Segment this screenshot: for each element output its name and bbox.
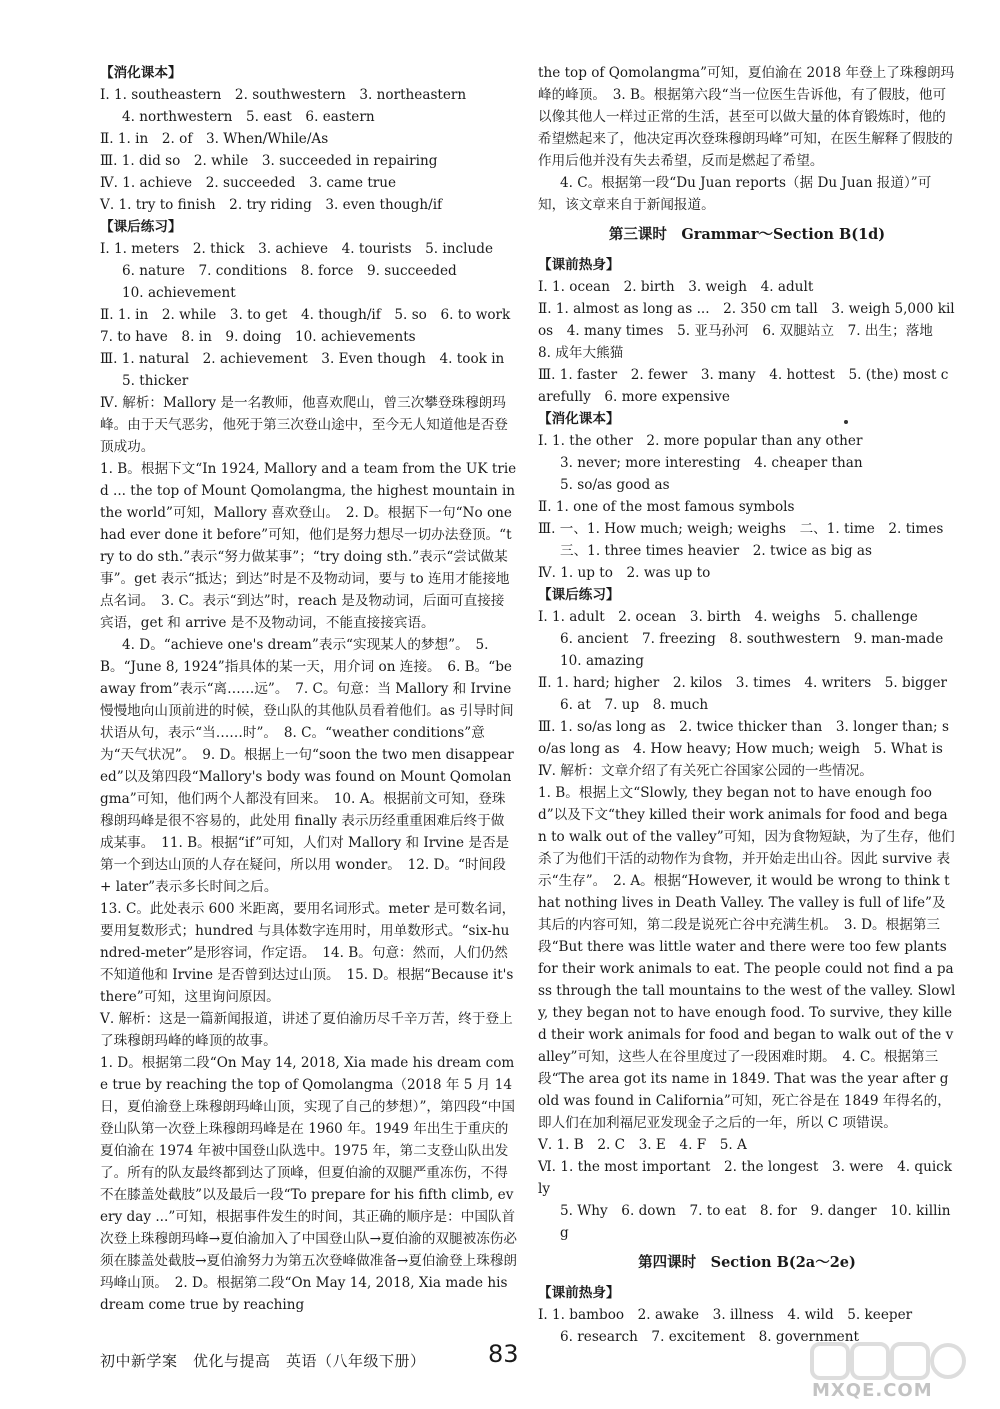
explanation-paragraph: Ⅴ. 解析：这是一篇新闻报道，讲述了夏伯渝历尽千辛万苦，终于登上了珠穆朗玛峰的峰顶的故事。: [100, 1011, 513, 1049]
answer-line: Ⅲ. 1. so/as long as 2. twice thicker than 3. longer than; so/as long as 4. How heavy; How much; weigh 5. What is: [538, 719, 949, 757]
book-footer: 初中新学案 优化与提高 英语（八年级下册）: [100, 1352, 426, 1370]
answer-line: Ⅲ. 1. natural 2. achievement 3. Even though 4. took in: [100, 351, 505, 367]
section-header: 【消化课本】: [100, 65, 182, 81]
right-column: [538, 62, 956, 1348]
answer-line: Ⅰ. 1. ocean 2. birth 3. weigh 4. adult: [538, 279, 814, 295]
answer-line: Ⅲ. 一、1. How much; weigh; weighs 二、1. time 2. times: [538, 521, 944, 537]
answer-line: Ⅲ. 1. faster 2. fewer 3. many 4. hottest 5. (the) most carefully 6. more expensive: [538, 367, 949, 405]
answer-line: Ⅰ. 1. southeastern 2. southwestern 3. northeastern: [100, 87, 467, 103]
answer-line: Ⅰ. 1. the other 2. more popular than any other: [538, 433, 863, 449]
page-number: 83: [488, 1340, 519, 1368]
answer-line: 10. achievement: [122, 285, 236, 301]
lesson-heading: 第四课时 Section B(2a～2e): [638, 1254, 856, 1271]
section-header: 【课前热身】: [538, 1285, 620, 1301]
answer-line: 4. northwestern 5. east 6. eastern: [122, 109, 375, 125]
answer-line: Ⅱ. 1. in 2. of 3. When/While/As: [100, 131, 329, 147]
explanation-paragraph: the top of Qomolangma”可知，夏伯渝在 2018 年登上了珠穆朗玛峰的峰顶。 3. B。根据第六段“当一位医生告诉他，有了假肢，他可以像其他人一样过正常的生活，甚至可以做大量的体育锻炼时，他的希望燃起来了，他决定再次登珠穆朗玛峰”可知，在医生解释了假肢的作用后他并没有失去希望，反而是燃起了希望。: [538, 65, 955, 169]
answer-line: 三、1. three times heavier 2. twice as big as: [560, 543, 872, 559]
explanation-paragraph: 13. C。此处表示 600 米距离，要用名词形式。meter 是可数名词，要用复数形式；hundred 与具体数字连用时，用单数形式。“six-hundred-meter”是形容词，作定语。 14. B。句意：然而，人们仍然不知道他和 Irvine 是否曾到达过山顶。 15. D。根据“Because it's there”可知，这里询问原因。: [100, 901, 516, 1005]
answer-line: Ⅱ. 1. hard; higher 2. kilos 3. times 4. writers 5. bigger: [538, 675, 948, 691]
answer-line: 5. thicker: [122, 373, 189, 389]
section-header: 【课前热身】: [538, 257, 620, 273]
answer-line: 5. Why 6. down 7. to eat 8. for 9. danger 10. killing: [560, 1203, 951, 1241]
answer-line: Ⅳ. 1. achieve 2. succeeded 3. came true: [100, 175, 397, 191]
explanation-paragraph: 4. C。根据第一段“Du Juan reports（据 Du Juan 报道）”可知，该文章来自于新闻报道。: [538, 175, 932, 213]
explanation-paragraph: Ⅳ. 解析：Mallory 是一名教师，他喜欢爬山，曾三次攀登珠穆朗玛峰。由于天气恶劣，他死于第三次登山途中，至今无人知道他是否登顶成功。: [100, 395, 508, 455]
answer-line: Ⅰ. 1. adult 2. ocean 3. birth 4. weighs 5. challenge: [538, 609, 918, 625]
section-header: 【课后练习】: [538, 587, 620, 603]
answer-line: Ⅴ. 1. B 2. C 3. E 4. F 5. A: [538, 1137, 747, 1153]
answer-line: 6. nature 7. conditions 8. force 9. succeeded: [122, 263, 457, 279]
answer-line: 6. at 7. up 8. much: [560, 697, 709, 713]
explanation-paragraph: Ⅳ. 解析：文章介绍了有关死亡谷国家公园的一些情况。: [538, 763, 873, 779]
explanation-paragraph: 1. B。根据上文“Slowly, they began not to have enough food”以及下文“they killed their work animals for food and began to walk out of the valley”可知，因为食物短缺，为了生存，他们杀了为他们干活的动物作为食物，并开始走出山谷。因此 survive 表示“生存”。 2. A。根据“However, it would be wrong to think that nothing lives in Death Valley. The valley is full of life”及其后的内容可知，第二段是说死亡谷中充满生机。 3. D。根据第三段“But there was little water and there were too few plants for their work animals to eat. The people could not find a pass through the tall mountains to the west of the valley. Slowly, they began not to have enough food. To survive, they killed their work animals for food and began to walk out of the valley”可知，这些人在谷里度过了一段困难时期。 4. C。根据第三段“The area got its name in 1849. That was the year after gold was found in California”可知，死亡谷是在 1849 年得名的，即人们在加利福尼亚发现金子之后的一年，所以 C 项错误。: [538, 785, 956, 1131]
left-column: [100, 62, 524, 1316]
answer-line: Ⅰ. 1. bamboo 2. awake 3. illness 4. wild 5. keeper: [538, 1307, 913, 1323]
section-header: 【课后练习】: [100, 219, 182, 235]
print-speck: [844, 420, 848, 424]
answer-line: 10. amazing: [560, 653, 645, 669]
answer-line: Ⅳ. 1. up to 2. was up to: [538, 565, 711, 581]
watermark-text: MXQE.COM: [812, 1380, 933, 1401]
answer-line: Ⅲ. 1. did so 2. while 3. succeeded in repairing: [100, 153, 438, 169]
answer-line: 6. ancient 7. freezing 8. southwestern 9. man-made: [560, 631, 944, 647]
answer-line: Ⅱ. 1. one of the most famous symbols: [538, 499, 795, 515]
answer-line: Ⅵ. 1. the most important 2. the longest 3. were 4. quickly: [538, 1159, 953, 1197]
explanation-paragraph: 1. D。根据第二段“On May 14, 2018, Xia made his dream come true by reaching the top of Qomolangma（2018 年 5 月 14 日，夏伯渝登上珠穆朗玛峰山顶，实现了自己的梦想）”，第四段“中国登山队第一次登上珠穆朗玛峰是在 1960 年。1949 年出生于重庆的夏伯渝在 1974 年被中国登山队选中。1975 年，第二支登山队出发了。所有的队友最终都到达了顶峰，但夏伯渝的双腿严重冻伤，不得不在膝盖处截肢”以及最后一段“To prepare for his fifth climb, every day ...”可知，根据事件发生的时间，其正确的顺序是：中国队首次登上珠穆朗玛峰→夏伯渝加入了中国登山队→夏伯渝的双腿被冻伤必须在膝盖处截肢→夏伯渝努力为第五次登峰做准备→夏伯渝登上珠穆朗玛峰山顶。 2. D。根据第二段“On May 14, 2018, Xia made his dream come true by reaching: [100, 1055, 517, 1313]
explanation-paragraph: 4. D。“achieve one's dream”表示“实现某人的梦想”。 5. B。“June 8, 1924”指具体的某一天，用介词 on 连接。 6. B。“be away from”表示“离……远”。 7. C。句意：当 Mallory 和 Irvine 慢慢地向山顶前进的时候，登山队的其他队员看着他们。as 引导时间状语从句，表示“当……时”。 8. C。“weather conditions”意为“天气状况”。 9. D。根据上一句“soon the two men disappeared”以及第四段“Mallory's body was found on Mount Qomolangma”可知，他们两个人都没有回来。 10. A。根据前文可知，登珠穆朗玛峰是很不容易的，此处用 finally 表示历经重重困难后终于做成某事。 11. B。根据“if”可知，人们对 Mallory 和 Irvine 是否是第一个到达山顶的人存在疑问，所以用 wonder。 12. D。“时间段 + later”表示多长时间之后。: [100, 637, 514, 895]
answer-line: 6. research 7. excitement 8. government: [560, 1329, 859, 1345]
explanation-paragraph: 1. B。根据下文“In 1924, Mallory and a team from the UK tried ... the top of Mount Qomolangma, the highest mountain in the world”可知，Mallory 喜欢登山。 2. D。根据下一句“No one had ever done it before”可知，他们是努力想尽一切办法登顶。“try to do sth.”表示“努力做某事”；“try doing sth.”表示“尝试做某事”。get 表示“抵达；到达”时是不及物动词，要与 to 连用才能接地点名词。 3. C。表示“到达”时，reach 是及物动词，后面可直接接宾语，get 和 arrive 是不及物动词，不能直接接宾语。: [100, 461, 517, 631]
answer-line: 5. so/as good as: [560, 477, 670, 493]
lesson-heading: 第三课时 Grammar～Section B(1d): [608, 226, 886, 243]
answer-line: 3. never; more interesting 4. cheaper than: [560, 455, 863, 471]
answer-line: Ⅱ. 1. in 2. while 3. to get 4. though/if 5. so 6. to work 7. to have 8. in 9. doing 10. achievements: [100, 307, 524, 345]
section-header: 【消化课本】: [538, 411, 620, 427]
answer-line: Ⅰ. 1. meters 2. thick 3. achieve 4. tourists 5. include: [100, 241, 493, 257]
answer-line: Ⅱ. 1. almost as long as ... 2. 350 cm tall 3. weigh 5,000 kilos 4. many times 5. 亚马孙河 6. 双腿站立 7. 出生；落地 8. 成年大熊猫: [538, 301, 955, 361]
answer-line: Ⅴ. 1. try to finish 2. try riding 3. even though/if: [100, 197, 443, 213]
